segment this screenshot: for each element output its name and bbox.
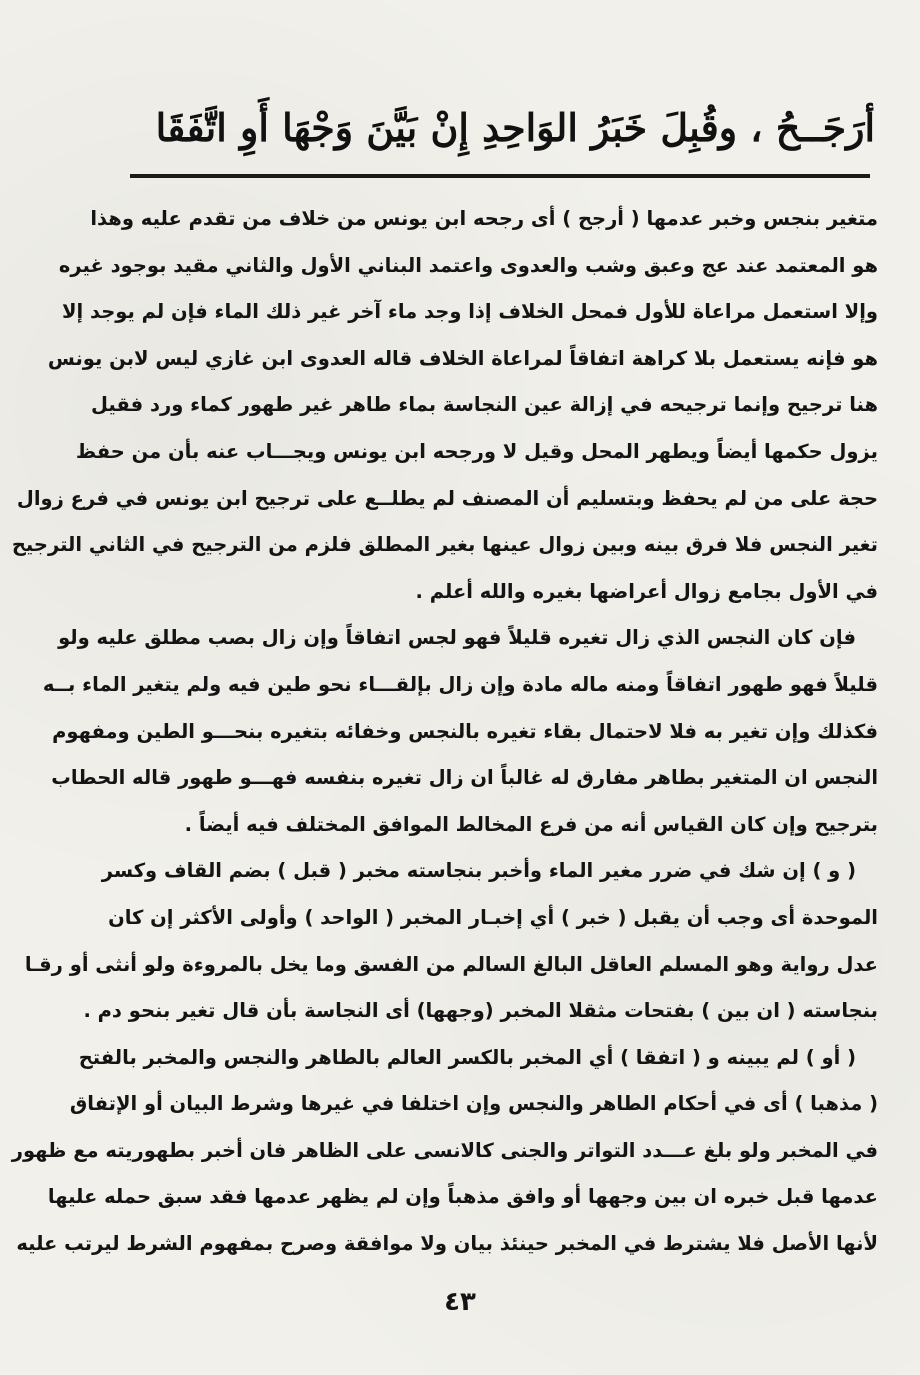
- text-line: عدمها قبل خبره ان بين وجهها أو وافق مذهباً وإن لم يظهر عدمها فقد سبق حمله عليها: [47, 1185, 878, 1209]
- header-divider: [130, 174, 870, 178]
- text-line: في المخبر ولو بلغ عـــدد التواتر والجنى كالانسى على الظاهر فان أخبر بطهوريته مع ظهور: [11, 1138, 878, 1162]
- text-line: هو المعتمد عند عج وعبق وشب والعدوى واعتمد البناني الأول والثاني مقيد بوجود غيره: [58, 253, 878, 277]
- text-line: هنا ترجيح وإنما ترجيحه في إزالة عين النجاسة بماء طاهر غير طهور كماء ورد فقيل: [91, 393, 878, 417]
- text-line: ( و ) إن شك في ضرر مغير الماء وأخبر بنجاسته مخبر ( قبل ) بضم القاف وكسر: [101, 859, 856, 883]
- text-line: في الأول بجامع زوال أعراضها بغيره والله أعلم .: [415, 579, 878, 603]
- text-line: يزول حكمها أيضاً ويطهر المحل وقيل لا ورجحه ابن يونس ويجـــاب عنه بأن من حفظ: [75, 439, 878, 463]
- text-line: ( أو ) لم يبينه و ( اتفقا ) أي المخبر بالكسر العالم بالطاهر والنجس والمخبر بالفتح: [78, 1045, 856, 1069]
- page-number: ٤٣: [444, 1287, 476, 1317]
- text-line: ( مذهبا ) أى في أحكام الطاهر والنجس وإن اختلفا في غيرها وشرط البيان أو الإتفاق: [69, 1092, 878, 1116]
- text-line: عدل رواية وهو المسلم العاقل البالغ السالم من الفسق وما يخل بالمروءة ولو أنثى أو رقـا: [24, 952, 878, 976]
- text-line: متغير بنجس وخبر عدمها ( أرجح ) أى رجحه ابن يونس من خلاف من تقدم عليه وهذا: [90, 207, 878, 230]
- text-line: حجة على من لم يحفظ وبتسليم أن المصنف لم يطلــع على ترجيح ابن يونس في فرع زوال: [16, 486, 878, 510]
- text-line: هو فإنه يستعمل بلا كراهة اتفاقاً لمراعاة الخلاف قاله العدوى ابن غازي ليس لابن يونس: [47, 346, 878, 370]
- text-line: فكذلك وإن تغير به فلا لاحتمال بقاء تغيره بالنجس وخفائه بتغيره بنحـــو الطين ومفهوم: [52, 719, 878, 743]
- text-line: تغير النجس فلا فرق بينه وبين زوال عينها بغير المطلق فلزم من الترجيح في الثاني الترجيح: [11, 533, 878, 557]
- text-line: النجس ان المتغير بطاهر مفارق له غالباً ان زال تغيره بنفسه فهـــو طهور قاله الحطاب: [51, 766, 878, 790]
- text-line: وإلا استعمل مراعاة للأول فمحل الخلاف إذا وجد ماء آخر غير ذلك الماء فإن لم يوجد إلا: [61, 300, 878, 324]
- text-line: لأنها الأصل فلا يشترط في المخبر حينئذ بيان ولا موافقة وصرح بمفهوم الشرط ليرتب عليه: [16, 1232, 878, 1256]
- text-line: بنجاسته ( ان بين ) بفتحات مثقلا المخبر (وجهها) أى النجاسة بأن قال تغير بنحو دم .: [83, 999, 878, 1023]
- text-line: قليلاً فهو طهور اتفاقاً ومنه ماله مادة وإن زال بإلقـــاء نحو طين فيه ولم يتغير الماء بــه: [42, 672, 878, 696]
- text-line: بترجيح وإن كان القياس أنه من فرع المخالط الموافق المختلف فيه أيضاً .: [184, 812, 878, 836]
- commentary-text: [11, 196, 878, 1268]
- text-line: فإن كان النجس الذي زال تغيره قليلاً فهو لجس اتفاقاً وإن زال بصب مطلق عليه ولو: [58, 626, 856, 650]
- verse-header: أرَجَــحُ ، وقُبِلَ خَبَرُ الوَاحِدِ إِنْ بَيَّنَ وَجْهَا أَوِ اتَّفَقَا: [155, 105, 875, 150]
- text-line: الموحدة أى وجب أن يقبل ( خبر ) أي إخبـار المخبر ( الواحد ) وأولى الأكثر إن كان: [108, 905, 878, 929]
